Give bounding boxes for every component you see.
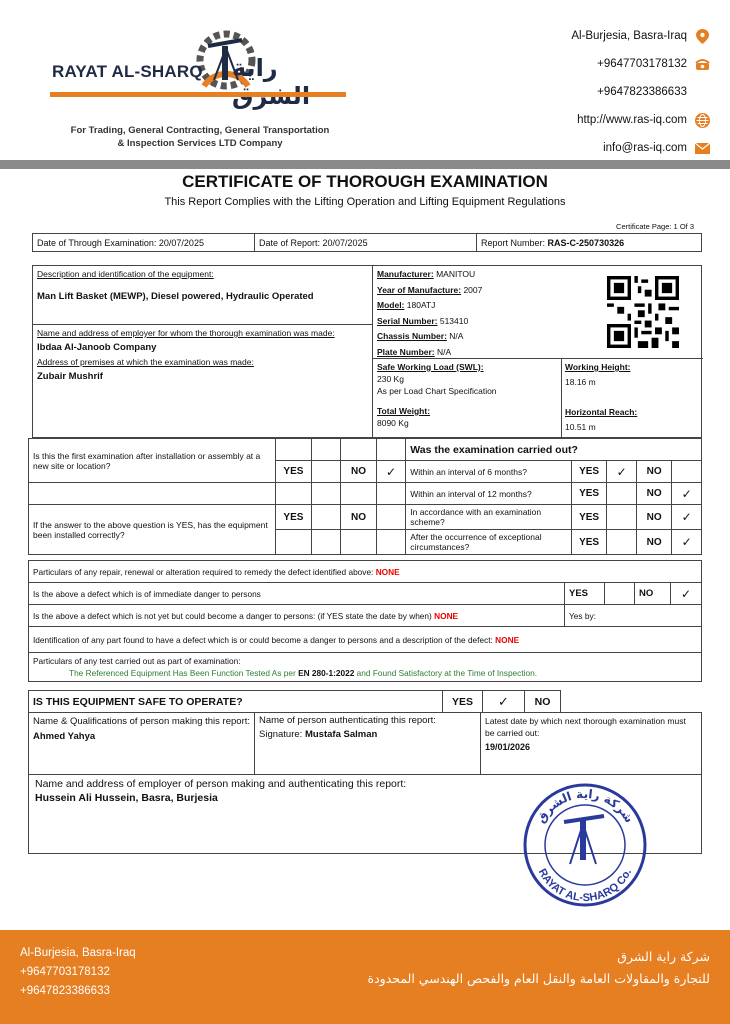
carried-out-heading: Was the examination carried out? [406,439,702,461]
equipment-description [32,265,702,438]
authenticator-cell: Name of person authenticating this report: Signature: Mustafa Salman [255,713,481,775]
signatures-row [28,712,702,775]
next-exam-date: 19/01/2026 [485,742,531,752]
opt1-yes-checkbox[interactable]: ✓ [607,461,637,483]
opt3-no-checkbox[interactable]: ✓ [672,505,702,530]
employer-making-value: Hussein Ali Hussein, Basra, Burjesia [35,792,218,804]
phone-icon [695,57,710,72]
footer-contacts: Al-Burjesia, Basra-Iraq +9647703178132 +9647823386633 [20,947,136,997]
report-number: Report Number: RAS-C-250730326 [477,234,702,252]
footer-arabic-name: شركة راية الشرق للتجارة والمقاولات العامة والنقل العام والفحص الهندسي المحدودة [367,949,710,986]
swl-block: Safe Working Load (SWL): 230 Kg As per Load Chart Specification Total Weight: 8090 Kg [377,362,497,428]
authenticator-name: Mustafa Salman [304,729,378,740]
location-icon [695,29,710,44]
company-tagline: For Trading, General Contracting, General Transportation & Inspection Services LTD Company [70,125,330,149]
svg-text:RAYAT AL-SHARQ Co.: RAYAT AL-SHARQ Co. [535,866,635,905]
opt4-yes-checkbox[interactable] [607,530,637,555]
company-stamp-icon [520,780,650,910]
mail-icon [695,141,710,156]
premises-value: Zubair Mushrif [37,371,103,382]
logo-underline [50,92,346,97]
qr-code-icon [607,276,679,348]
examiner-cell: Name & Qualifications of person making this report: Ahmed Yahya [29,713,255,775]
desc-label: Description and identification of the equipment: [37,269,214,279]
page-header [0,0,730,160]
employer-making-report: Name and address of employer of person making and authenticating this report: Hussein Ali Hussein, Basra, Burjesia [28,774,702,854]
certificate-page-number: Certificate Page: 1 Of 3 [616,222,694,231]
tests-line: Particulars of any test carried out as part of examination: The Referenced Equipment Has Been Function Tested As per EN 280-1:2022 and Found Satisfactory at the Time of Inspection. [29,653,702,682]
premises-label: Address of premises at which the examination was made: [37,357,254,367]
q1-yes-checkbox[interactable] [311,461,340,483]
report-date: Date of Report: 20/07/2025 [255,234,477,252]
height-reach-block: Working Height: 18.16 m Horizontal Reach: 10.51 m [565,362,638,432]
page-subtitle: This Report Complies with the Lifting Operation and Lifting Equipment Regulations [164,196,566,208]
header-divider [0,160,730,169]
employer-value: Ibdaa Al-Janoob Company [37,342,157,353]
equipment-specs: Manufacturer: MANITOU Year of Manufacture: 2007 Model: 180ATJ Serial Number: 513410 Chassis Number: N/A Plate Number: N/A [377,269,483,357]
logo-text-ar: راية [232,54,278,82]
page-footer [0,930,730,1024]
q1-no-checkbox[interactable]: ✓ [376,461,406,483]
next-exam-cell: Latest date by which next thorough examination must be carried out: 19/01/2026 [481,713,702,775]
contact-phone-2[interactable]: +9647823386633 [597,86,687,98]
logo-text-en: RAYAT AL-SHARQ [52,62,203,81]
contact-phone-1[interactable]: +9647703178132 [571,50,710,78]
contact-website[interactable]: http://www.ras-iq.com [571,106,710,134]
safe-to-operate-row: IS THIS EQUIPMENT SAFE TO OPERATE? YES ✓ NO [28,690,702,713]
q2-no-checkbox[interactable] [376,505,406,530]
dates-row [32,233,702,252]
immediate-yes-checkbox[interactable] [605,583,635,605]
opt2-no-checkbox[interactable]: ✓ [672,483,702,505]
safe-yes-checkbox[interactable]: ✓ [483,691,525,713]
examination-grid: Is this the first examination after installation or assembly at a new site or location? Was the examination carried out? YES NO ✓ Within an interval of 6 months? YES ✓ NO Within an interval of 12 months? YES NO ✓ If the answer to the above question is YES, has the equipment been installed correctly? YES NO In accordance with an examination scheme? YES NO ✓ After the occurrence of exceptional circumstances? YES NO ✓ [28,438,702,555]
repair-line: Particulars of any repair, renewal or alteration required to remedy the defect identified above: NONE [29,561,702,583]
opt1-no-checkbox[interactable] [672,461,702,483]
employer-label: Name and address of employer for whom the thorough examination was made: [37,328,335,338]
yes-by: Yes by: [565,605,702,627]
immediate-danger-line: Is the above a defect which is of immediate danger to persons [29,583,565,605]
contact-address: Al-Burjesia, Basra-Iraq [571,22,710,50]
opt3-yes-checkbox[interactable] [607,505,637,530]
q2-yes-checkbox[interactable] [311,505,340,530]
identification-line: Identification of any part found to have a defect which is or could become a danger to persons and a description of the defect: NONE [29,627,702,653]
exam-date: Date of Through Examination: 20/07/2025 [33,234,255,252]
company-logo [44,20,354,110]
particulars-table: Particulars of any repair, renewal or alteration required to remedy the defect identified above: NONE Is the above a defect which is of immediate danger to persons YES NO ✓ Is the above a defect which is not yet but could become a danger to persons: (if YES state the date by when) NONE Yes by: Identification of any part found to have a defect which is or could become a danger to persons and a description of the defect: NONE Particulars of any test carried out as part of examination: The Referenced Equipment Has Been Function Tested As per EN 280-1:2022 and Found Satisfactory at the Time of Inspection. [28,560,702,682]
future-danger-line: Is the above a defect which is not yet but could become a danger to persons: (if YES state the date by when) NONE [29,605,565,627]
immediate-no-checkbox[interactable]: ✓ [671,583,702,605]
page-title: CERTIFICATE OF THOROUGH EXAMINATION [182,172,548,191]
safe-no-checkbox[interactable] [561,691,703,713]
globe-icon [695,113,710,128]
q-installed-correctly: If the answer to the above question is YES, has the equipment been installed correctly? [29,505,276,555]
opt2-yes-checkbox[interactable] [607,483,637,505]
desc-value: Man Lift Basket (MEWP), Diesel powered, Hydraulic Operated [37,291,314,302]
q-first-exam: Is this the first examination after installation or assembly at a new site or location? [29,439,276,483]
contact-email[interactable]: info@ras-iq.com [571,134,710,162]
svg-text:شركة راية الشرق: شركة راية الشرق [533,786,637,826]
contact-list [571,22,710,162]
opt4-no-checkbox[interactable]: ✓ [672,530,702,555]
examiner-name: Ahmed Yahya [33,731,96,742]
safe-question: IS THIS EQUIPMENT SAFE TO OPERATE? [29,691,443,713]
